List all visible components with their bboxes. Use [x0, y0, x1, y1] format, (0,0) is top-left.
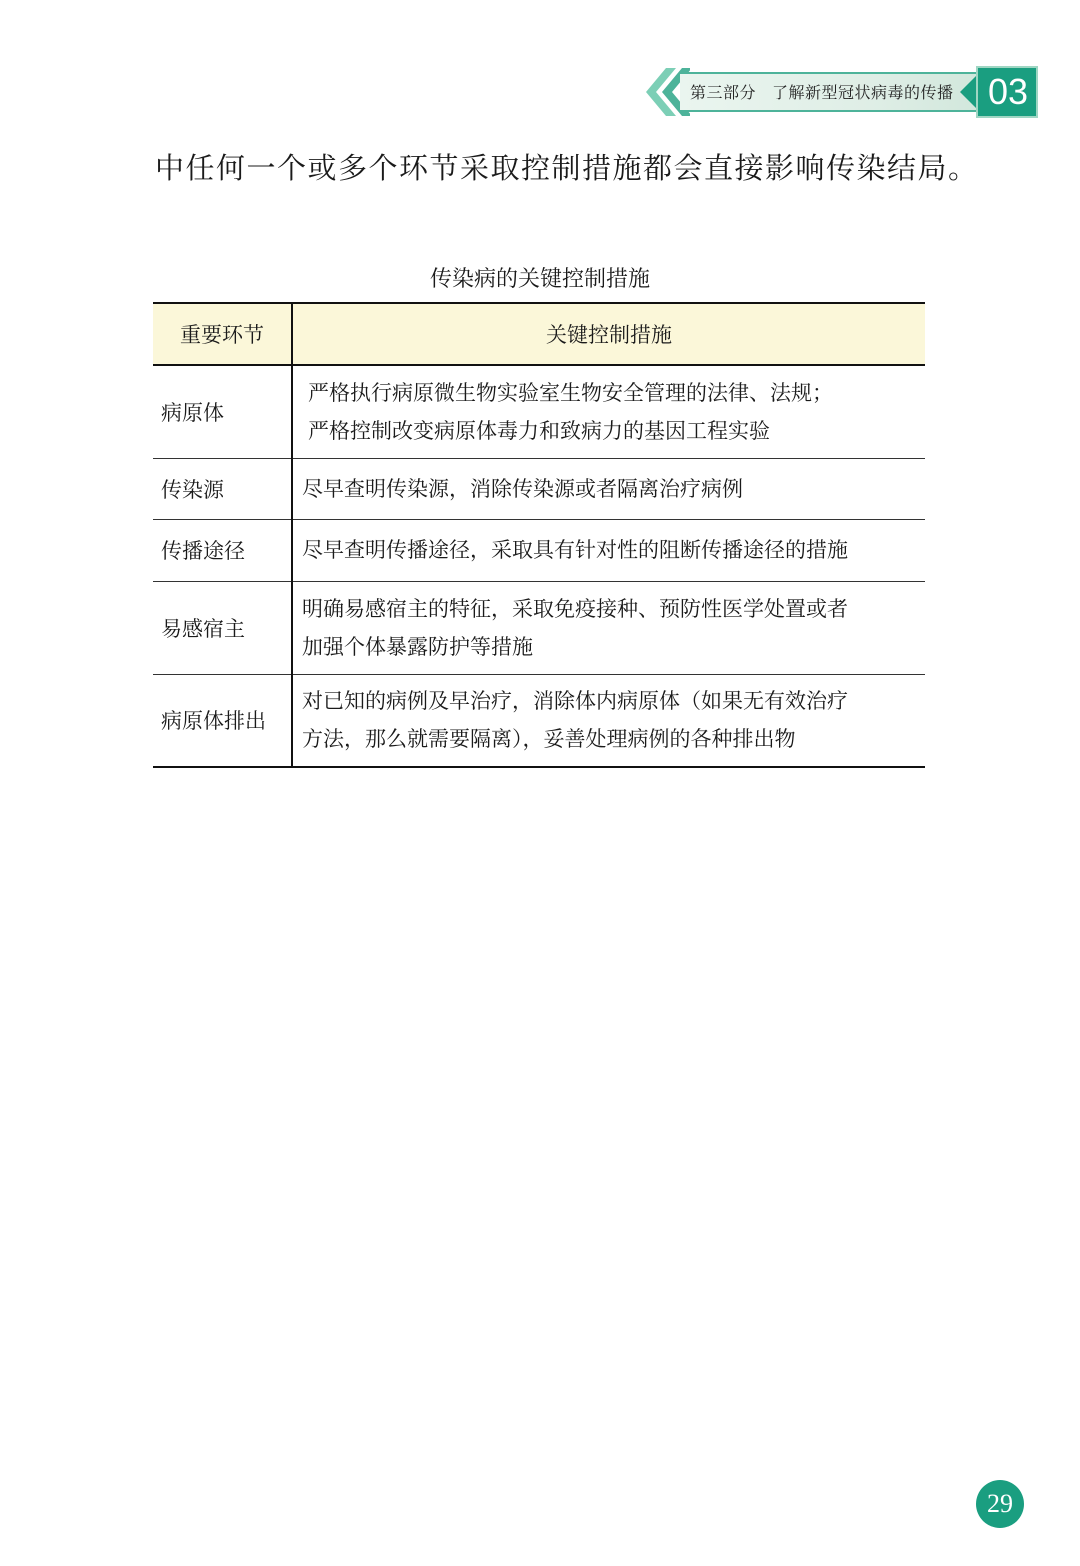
row-key: 传播途径: [153, 519, 292, 581]
part-title: 了解新型冠状病毒的传播: [772, 83, 954, 102]
column-header-measures: 关键控制措施: [546, 323, 672, 347]
row-key: 病原体排出: [153, 674, 292, 767]
row-key: 易感宿主: [153, 581, 292, 674]
chapter-header: [640, 64, 1040, 118]
row-measures: [292, 581, 925, 674]
table-header-row: [153, 303, 925, 365]
chapter-number: 03: [987, 71, 1029, 112]
table-row: [153, 581, 925, 674]
measure-line: 尽早查明传染源，消除传染源或者隔离治疗病例: [302, 476, 743, 501]
row-measures: [292, 458, 925, 519]
measure-line: 加强个体暴露防护等措施: [302, 634, 533, 659]
measure-line: 严格控制改变病原体毒力和致病力的基因工程实验: [308, 418, 770, 443]
table-row: [153, 458, 925, 519]
intro-paragraph: 中任何一个或多个环节采取控制措施都会直接影响传染结局。: [155, 151, 979, 185]
part-label: 第三部分: [690, 83, 757, 102]
table-row: [153, 674, 925, 767]
row-measures: [292, 519, 925, 581]
page-number: 29: [976, 1480, 1024, 1528]
table-row: [153, 519, 925, 581]
measure-line: 严格执行病原微生物实验室生物安全管理的法律、法规；: [308, 380, 833, 405]
row-measures: [292, 674, 925, 767]
measure-line: 对已知的病例及早治疗，消除体内病原体（如果无有效治疗: [302, 689, 848, 714]
arrow-left-icon: [958, 76, 978, 108]
control-measures-table: [153, 302, 925, 768]
column-header-key-stage: 重要环节: [153, 303, 292, 365]
row-key: 病原体: [153, 365, 292, 458]
row-key: 传染源: [153, 458, 292, 519]
table-caption: 传染病的关键控制措施: [429, 267, 650, 292]
row-measures: [292, 365, 925, 458]
table-row: [153, 365, 925, 458]
measure-line: 方法，那么就需要隔离），妥善处理病例的各种排出物: [302, 727, 796, 752]
measure-line: 尽早查明传播途径，采取具有针对性的阻断传播途径的措施: [302, 538, 848, 562]
measure-line: 明确易感宿主的特征，采取免疫接种、预防性医学处置或者: [302, 596, 848, 621]
